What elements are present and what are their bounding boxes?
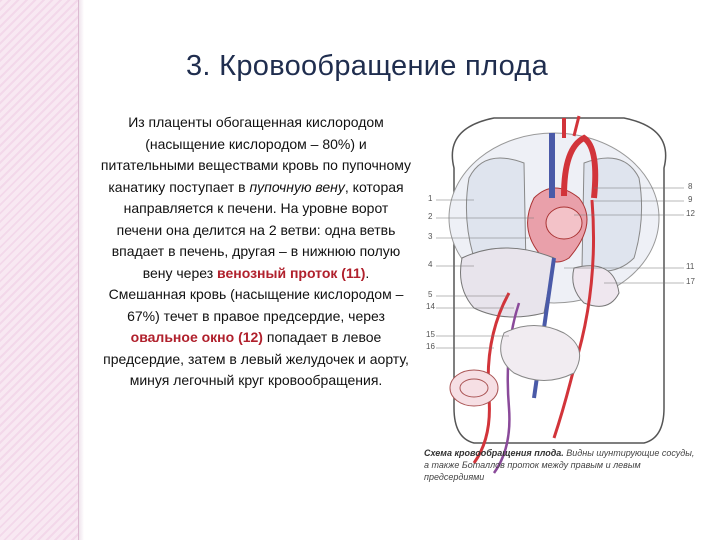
body-text-part: Из плаценты обогащенная кислородом (насыщение кислородом – 80%) и питательными веществами кровь по пупочному канатику поступает в [100, 114, 412, 195]
body-text-part: . [365, 264, 370, 281]
body-text-part: Смешанная кровь (насыщение кислородом – 67%) течет в правое предсердие, через [108, 286, 404, 324]
figure-number-label: 1 [428, 194, 433, 203]
body-text [100, 112, 412, 392]
decorative-band-shadow [78, 0, 84, 540]
figure-number-label: 4 [428, 260, 433, 269]
body-text-part: попадает в левое предсердие, затем в левый желудочек и аорту, минуя легочный круг кровообращения. [103, 329, 409, 388]
figure-caption-text: Видны шунтирующие сосуды, а также Боталлов проток между правым и левым предсердиями [424, 448, 695, 482]
figure-caption [424, 447, 696, 483]
heart-chamber [546, 207, 582, 239]
figure-number-label: 12 [686, 209, 695, 218]
liver [461, 248, 555, 317]
circulation-diagram [414, 108, 704, 498]
figure-number-label: 3 [428, 232, 433, 241]
body-text-italic: пупочную вену [249, 178, 345, 195]
slide-title: 3. Кровообращение плода [186, 50, 549, 82]
figure-number-label: 16 [426, 342, 435, 351]
figure-number-label: 15 [426, 330, 435, 339]
figure-number-label: 8 [688, 182, 693, 191]
figure-number-label: 11 [686, 262, 695, 271]
body-text-part: , которая направляется к печени. На уровне ворот печени она делится на 2 ветви: одна ветвь впадает в печень, другая – в нижнюю полую вену через [111, 178, 404, 281]
figure-number-label: 2 [428, 212, 433, 221]
figure-number-label: 17 [686, 277, 695, 286]
figure-number-label: 14 [426, 302, 435, 311]
intestines [501, 326, 580, 381]
lung-right [582, 158, 642, 271]
artery-up-2 [574, 116, 579, 136]
decorative-left-band [0, 0, 79, 540]
figure-number-label: 5 [428, 290, 433, 299]
highlight-oval-window: овальное окно (12) [130, 329, 263, 345]
figure-number-label: 9 [688, 195, 693, 204]
highlight-venous-duct: венозный проток (11) [217, 264, 366, 281]
figure-caption-title: Схема кровообращения плода. [424, 448, 564, 458]
placenta [450, 370, 498, 406]
fetal-circulation-figure [414, 108, 704, 498]
